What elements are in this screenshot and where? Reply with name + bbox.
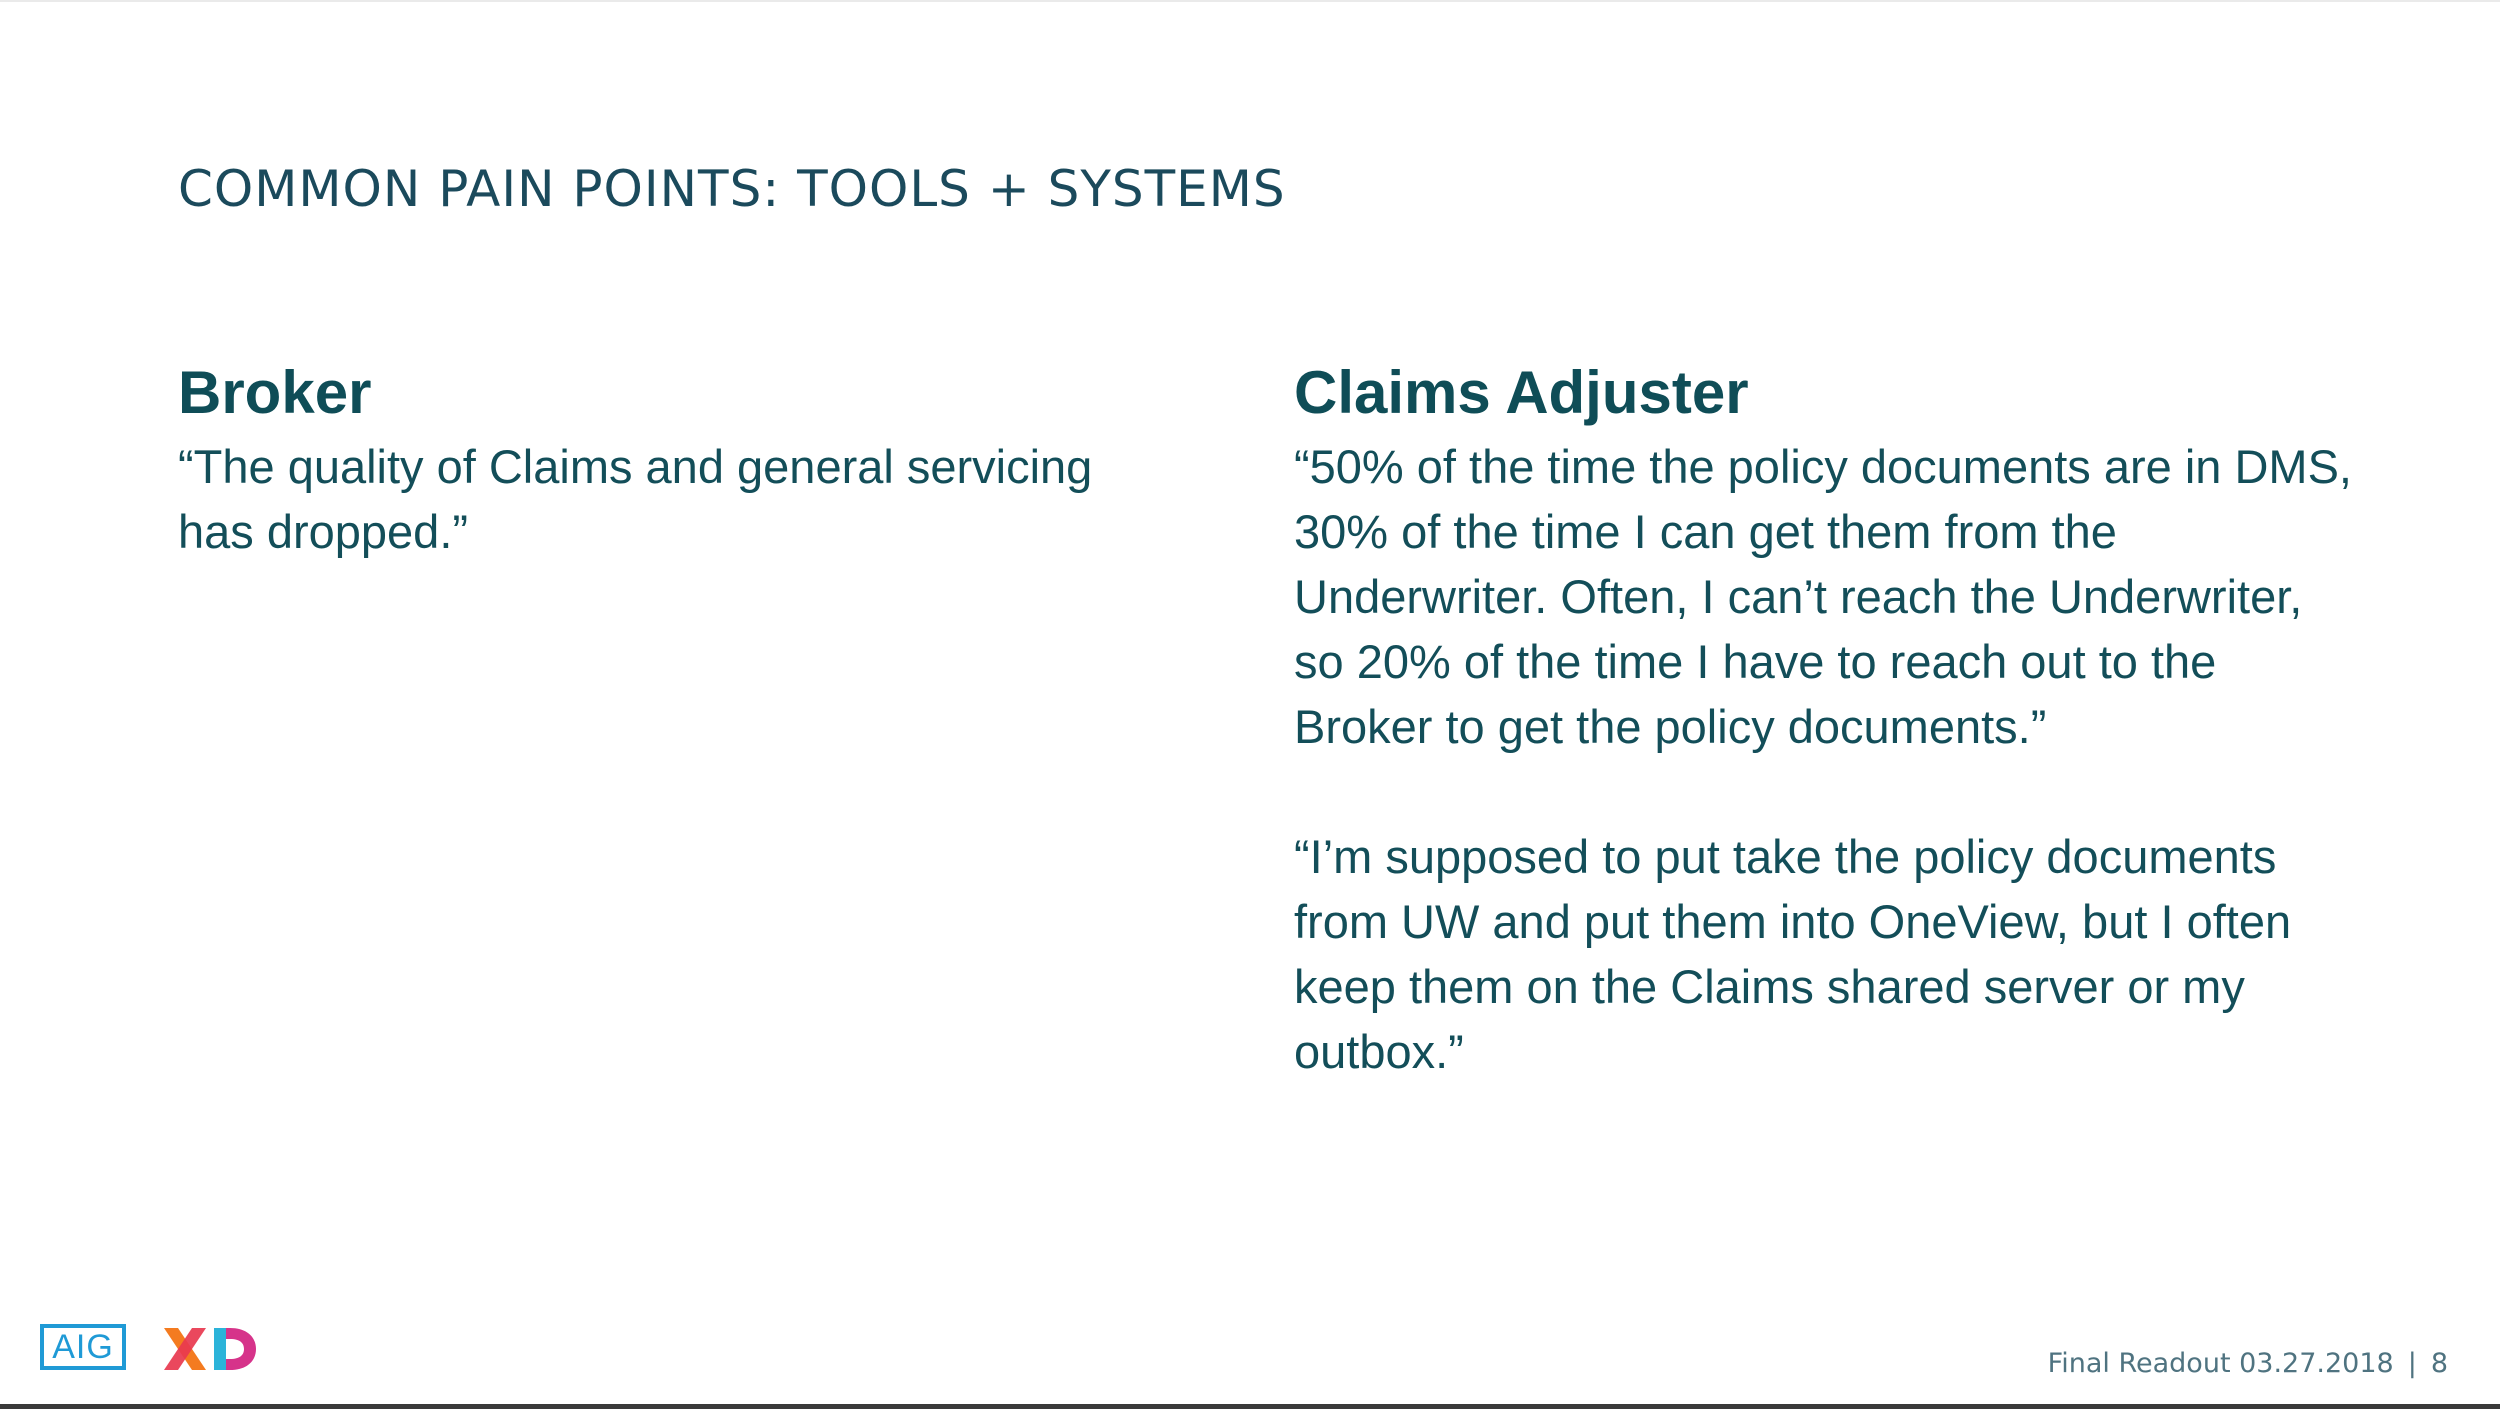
broker-heading: Broker: [178, 359, 372, 426]
claims-adjuster-quote-1: “50% of the time the policy documents are in DMS, 30% of the time I can get them from the Underwriter. Often, I can’t reach the Underwriter, so 20% of the time I have to reach out to the Broker to get the policy documents.”: [1294, 440, 2352, 753]
top-divider: [0, 0, 2500, 2]
slide-title: COMMON PAIN POINTS: TOOLS + SYSTEMS: [178, 160, 1286, 218]
footer: [2048, 1348, 2448, 1379]
footer-separator: |: [2407, 1348, 2417, 1379]
aig-logo-text: AIG: [52, 1327, 114, 1366]
broker-column: [178, 358, 1178, 564]
xd-logo: [160, 1322, 260, 1376]
footer-readout: Final Readout 03.27.2018: [2047, 1348, 2394, 1379]
page-number: 8: [2430, 1348, 2448, 1379]
bottom-divider: [0, 1404, 2500, 1409]
claims-adjuster-quote-2: “I’m supposed to put take the policy documents from UW and put them into OneView, but I often keep them on the Claims shared server or my outbox.”: [1294, 830, 2292, 1078]
claims-adjuster-heading: Claims Adjuster: [1294, 359, 1749, 426]
claims-adjuster-column: [1294, 358, 2354, 1084]
aig-logo: [40, 1324, 126, 1370]
broker-quote: “The quality of Claims and general servicing has dropped.”: [178, 440, 1093, 558]
